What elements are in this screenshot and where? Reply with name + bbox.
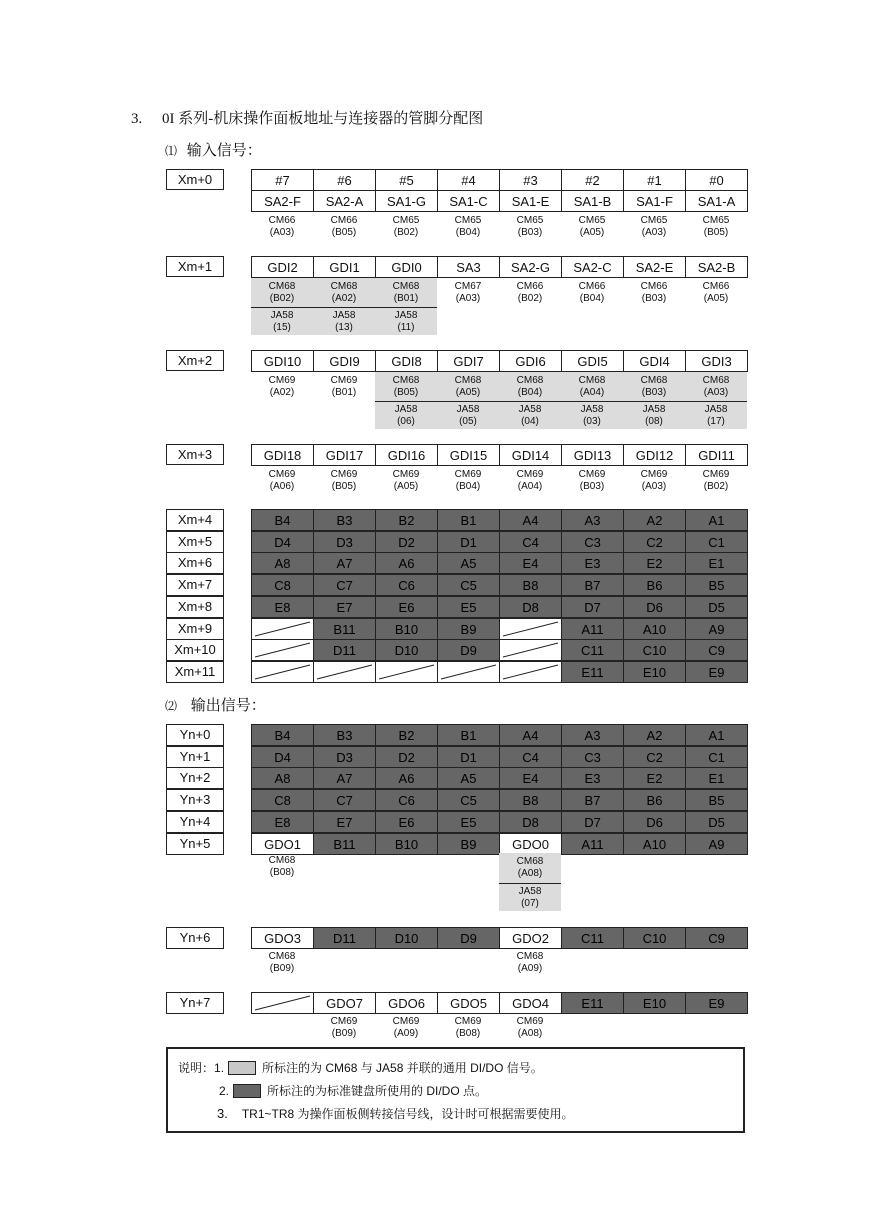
bit-header: #7 (251, 169, 314, 191)
signal-cell: SA2-G (499, 256, 562, 278)
connector-pin-note: CM65 (B04) (454, 214, 482, 238)
bit-header: #3 (499, 169, 562, 191)
keyboard-signal-cell: D11 (313, 639, 376, 661)
keyboard-signal-cell: D6 (623, 811, 686, 833)
ja58-pin-note: JA58 (04) (499, 401, 561, 429)
grey-swatch-icon (228, 1061, 256, 1075)
keyboard-signal-cell: C1 (685, 531, 748, 553)
connector-pin-note: CM69 (A04) (516, 468, 544, 492)
signal-cell: GDI16 (375, 444, 438, 466)
signal-cell: GDI10 (251, 350, 314, 372)
unused-cell (437, 661, 500, 683)
keyboard-signal-cell: B10 (375, 833, 438, 855)
keyboard-signal-cell: E4 (499, 552, 562, 574)
keyboard-signal-cell: C9 (685, 927, 748, 949)
keyboard-signal-cell: B3 (313, 509, 376, 531)
connector-pin-note: CM69 (B09) (330, 1016, 358, 1039)
signal-cell: SA2-C (561, 256, 624, 278)
ja58-pin-note: JA58 (17) (685, 401, 747, 429)
section-heading (131, 107, 483, 128)
keyboard-signal-cell: C6 (375, 574, 438, 596)
keyboard-signal-cell: B9 (437, 618, 500, 640)
keyboard-signal-cell: B4 (251, 509, 314, 531)
keyboard-signal-cell: B1 (437, 724, 500, 746)
unused-cell (375, 661, 438, 683)
address-label: Xm+4 (166, 509, 224, 531)
connector-pin-note: CM68 (B08) (268, 855, 296, 878)
output-heading (165, 694, 266, 715)
keyboard-signal-cell: D7 (561, 811, 624, 833)
keyboard-signal-cell: E9 (685, 661, 748, 683)
connector-pin-note: CM68 (A04) (561, 372, 623, 401)
signal-cell: GDO0 (499, 833, 562, 855)
signal-cell: GDI7 (437, 350, 500, 372)
keyboard-signal-cell: A2 (623, 724, 686, 746)
keyboard-signal-cell: A3 (561, 724, 624, 746)
keyboard-signal-cell: A4 (499, 509, 562, 531)
connector-pin-note: CM69 (B08) (454, 1016, 482, 1039)
connector-pin-note: CM65 (B03) (516, 214, 544, 238)
keyboard-signal-cell: B8 (499, 574, 562, 596)
keyboard-signal-cell: D1 (437, 531, 500, 553)
keyboard-signal-cell: E2 (623, 767, 686, 789)
address-label: Yn+2 (166, 767, 224, 789)
keyboard-signal-cell: B6 (623, 789, 686, 811)
signal-cell: GDO5 (437, 992, 500, 1014)
keyboard-signal-cell: D3 (313, 746, 376, 768)
keyboard-signal-cell: C4 (499, 531, 562, 553)
unused-cell (251, 639, 314, 661)
keyboard-signal-cell: C11 (561, 927, 624, 949)
unused-slash (314, 662, 375, 682)
keyboard-signal-cell: D2 (375, 746, 438, 768)
signal-cell: GDI15 (437, 444, 500, 466)
unused-slash (252, 640, 313, 660)
keyboard-signal-cell: D8 (499, 596, 562, 618)
bit-header: #0 (685, 169, 748, 191)
connector-pin-note: CM69 (A06) (268, 468, 296, 492)
keyboard-signal-cell: B11 (313, 833, 376, 855)
keyboard-signal-cell: E7 (313, 811, 376, 833)
keyboard-signal-cell: D9 (437, 927, 500, 949)
keyboard-signal-cell: A6 (375, 552, 438, 574)
connector-pin-note: CM68 (B03) (623, 372, 685, 401)
unused-slash (252, 662, 313, 682)
address-label: Yn+5 (166, 833, 224, 855)
keyboard-signal-cell: E4 (499, 767, 562, 789)
keyboard-signal-cell: B2 (375, 509, 438, 531)
output-heading-number: ⑵ (165, 699, 178, 713)
keyboard-signal-cell: E5 (437, 811, 500, 833)
bit-header: #5 (375, 169, 438, 191)
unused-slash (438, 662, 499, 682)
keyboard-signal-cell: A1 (685, 509, 748, 531)
signal-cell: GDI17 (313, 444, 376, 466)
keyboard-signal-cell: A11 (561, 833, 624, 855)
connector-pin-note: CM65 (A03) (640, 214, 668, 238)
signal-cell: GDI3 (685, 350, 748, 372)
keyboard-signal-cell: A6 (375, 767, 438, 789)
keyboard-signal-cell: C9 (685, 639, 748, 661)
keyboard-signal-cell: A3 (561, 509, 624, 531)
keyboard-signal-cell: C11 (561, 639, 624, 661)
connector-pin-note: CM69 (A05) (392, 468, 420, 492)
unused-slash (500, 640, 561, 660)
legend-item-text: 所标注的为 CM68 与 JA58 并联的通用 DI/DO 信号。 (262, 1061, 543, 1075)
signal-cell: SA1-F (623, 190, 686, 212)
keyboard-signal-cell: C3 (561, 746, 624, 768)
connector-pin-note: CM69 (B04) (454, 468, 482, 492)
legend-item-number: 2. (219, 1083, 230, 1098)
signal-cell: GDI18 (251, 444, 314, 466)
signal-cell: GDI4 (623, 350, 686, 372)
legend-item-text: TR1~TR8 为操作面板侧转接信号线，设计时可根据需要使用。 (241, 1107, 574, 1121)
signal-cell: GDI14 (499, 444, 562, 466)
keyboard-signal-cell: B5 (685, 574, 748, 596)
ja58-pin-note: JA58 (13) (313, 307, 375, 335)
keyboard-signal-cell: A8 (251, 767, 314, 789)
keyboard-signal-cell: D10 (375, 639, 438, 661)
keyboard-signal-cell: E10 (623, 661, 686, 683)
keyboard-signal-cell: D3 (313, 531, 376, 553)
signal-cell: GDO3 (251, 927, 314, 949)
signal-cell: GDO7 (313, 992, 376, 1014)
legend-item-3 (217, 1105, 574, 1122)
legend-label: 说明： (178, 1061, 215, 1075)
keyboard-signal-cell: B5 (685, 789, 748, 811)
ja58-pin-note: JA58 (07) (499, 883, 561, 911)
connector-pin-note: CM69 (A03) (640, 468, 668, 492)
address-label: Xm+5 (166, 531, 224, 553)
signal-cell: GDI13 (561, 444, 624, 466)
keyboard-signal-cell: B3 (313, 724, 376, 746)
address-label: Yn+6 (166, 927, 224, 949)
keyboard-signal-cell: D6 (623, 596, 686, 618)
input-heading (165, 139, 262, 160)
address-label: Xm+3 (166, 444, 224, 465)
signal-cell: GDO2 (499, 927, 562, 949)
unused-cell (251, 992, 314, 1014)
connector-pin-note: CM66 (A03) (268, 214, 296, 238)
connector-pin-note: CM69 (B03) (578, 468, 606, 492)
keyboard-signal-cell: E3 (561, 552, 624, 574)
legend-box (166, 1047, 745, 1133)
keyboard-signal-cell: C5 (437, 574, 500, 596)
keyboard-signal-cell: D4 (251, 531, 314, 553)
keyboard-signal-cell: A11 (561, 618, 624, 640)
address-label: Xm+8 (166, 596, 224, 618)
keyboard-signal-cell: C10 (623, 927, 686, 949)
address-label: Yn+0 (166, 724, 224, 746)
signal-cell: SA2-F (251, 190, 314, 212)
bit-header: #4 (437, 169, 500, 191)
output-heading-text: 输出信号： (190, 698, 266, 714)
signal-cell: GDI2 (251, 256, 314, 278)
keyboard-signal-cell: E1 (685, 767, 748, 789)
signal-cell: SA1-G (375, 190, 438, 212)
section-number: 3. (131, 111, 143, 127)
keyboard-signal-cell: A4 (499, 724, 562, 746)
connector-pin-note: CM68 (A08) (499, 853, 561, 883)
keyboard-signal-cell: E8 (251, 596, 314, 618)
keyboard-signal-cell: E8 (251, 811, 314, 833)
signal-cell: GDI1 (313, 256, 376, 278)
connector-pin-note: CM65 (A05) (578, 214, 606, 238)
keyboard-signal-cell: B2 (375, 724, 438, 746)
keyboard-signal-cell: A7 (313, 552, 376, 574)
connector-pin-note: CM67 (A03) (454, 280, 482, 304)
keyboard-signal-cell: B1 (437, 509, 500, 531)
keyboard-signal-cell: D10 (375, 927, 438, 949)
unused-cell (499, 639, 562, 661)
legend-item-text: 所标注的为标准键盘所使用的 DI/DO 点。 (267, 1084, 488, 1098)
signal-cell: GDI9 (313, 350, 376, 372)
keyboard-signal-cell: C10 (623, 639, 686, 661)
unused-slash (252, 993, 313, 1013)
unused-cell (313, 661, 376, 683)
keyboard-signal-cell: E3 (561, 767, 624, 789)
address-label: Xm+11 (166, 661, 224, 683)
keyboard-signal-cell: E7 (313, 596, 376, 618)
connector-pin-note: CM68 (A09) (516, 951, 544, 974)
signal-cell: SA1-C (437, 190, 500, 212)
keyboard-signal-cell: A5 (437, 552, 500, 574)
signal-cell: SA1-B (561, 190, 624, 212)
keyboard-signal-cell: E11 (561, 992, 624, 1014)
keyboard-signal-cell: B8 (499, 789, 562, 811)
address-label: Yn+4 (166, 811, 224, 833)
signal-cell: GDI0 (375, 256, 438, 278)
keyboard-signal-cell: B7 (561, 789, 624, 811)
input-heading-number: ⑴ (165, 144, 178, 158)
connector-pin-note: CM68 (A03) (685, 372, 747, 401)
connector-pin-note: CM69 (B02) (702, 468, 730, 492)
signal-cell: SA1-A (685, 190, 748, 212)
connector-pin-note: CM68 (B01) (375, 278, 437, 307)
ja58-pin-note: JA58 (06) (375, 401, 437, 429)
keyboard-signal-cell: C2 (623, 531, 686, 553)
keyboard-signal-cell: E9 (685, 992, 748, 1014)
address-label: Xm+7 (166, 574, 224, 596)
bit-header: #1 (623, 169, 686, 191)
input-heading-text: 输入信号： (186, 143, 262, 159)
unused-slash (376, 662, 437, 682)
keyboard-signal-cell: B10 (375, 618, 438, 640)
connector-pin-note: CM68 (B05) (375, 372, 437, 401)
keyboard-signal-cell: E6 (375, 811, 438, 833)
connector-pin-note: CM66 (A05) (702, 280, 730, 304)
bit-header: #6 (313, 169, 376, 191)
connector-pin-note: CM65 (B02) (392, 214, 420, 238)
address-label: Xm+6 (166, 552, 224, 574)
keyboard-signal-cell: B9 (437, 833, 500, 855)
unused-slash (252, 619, 313, 639)
connector-pin-note: CM69 (B05) (330, 468, 358, 492)
connector-pin-note: CM68 (B09) (268, 951, 296, 974)
keyboard-signal-cell: D7 (561, 596, 624, 618)
keyboard-signal-cell: D2 (375, 531, 438, 553)
unused-slash (500, 619, 561, 639)
signal-cell: GDO4 (499, 992, 562, 1014)
address-label: Yn+7 (166, 992, 224, 1014)
signal-cell: SA1-E (499, 190, 562, 212)
connector-pin-note: CM65 (B05) (702, 214, 730, 238)
connector-pin-note: CM68 (B02) (251, 278, 313, 307)
connector-pin-note: CM68 (A02) (313, 278, 375, 307)
keyboard-signal-cell: C3 (561, 531, 624, 553)
signal-cell: GDI6 (499, 350, 562, 372)
connector-pin-note: CM66 (B04) (578, 280, 606, 304)
signal-cell: SA2-A (313, 190, 376, 212)
keyboard-signal-cell: A7 (313, 767, 376, 789)
connector-pin-note: CM66 (B05) (330, 214, 358, 238)
address-label: Xm+2 (166, 350, 224, 371)
keyboard-signal-cell: D5 (685, 811, 748, 833)
signal-cell: GDI12 (623, 444, 686, 466)
keyboard-signal-cell: A2 (623, 509, 686, 531)
keyboard-signal-cell: D1 (437, 746, 500, 768)
keyboard-signal-cell: E1 (685, 552, 748, 574)
signal-cell: GDI8 (375, 350, 438, 372)
address-label: Xm+9 (166, 618, 224, 640)
keyboard-signal-cell: A9 (685, 833, 748, 855)
keyboard-signal-cell: D9 (437, 639, 500, 661)
keyboard-signal-cell: E10 (623, 992, 686, 1014)
keyboard-signal-cell: A9 (685, 618, 748, 640)
keyboard-signal-cell: A10 (623, 618, 686, 640)
keyboard-signal-cell: C4 (499, 746, 562, 768)
ja58-pin-note: JA58 (11) (375, 307, 437, 335)
keyboard-signal-cell: C2 (623, 746, 686, 768)
signal-cell: GDI5 (561, 350, 624, 372)
keyboard-signal-cell: C7 (313, 574, 376, 596)
keyboard-signal-cell: C5 (437, 789, 500, 811)
section-title: 0I 系列-机床操作面板地址与连接器的管脚分配图 (162, 111, 484, 127)
keyboard-signal-cell: A1 (685, 724, 748, 746)
connector-pin-note: CM68 (B04) (499, 372, 561, 401)
unused-cell (499, 618, 562, 640)
signal-cell: SA3 (437, 256, 500, 278)
connector-pin-note: CM69 (A02) (268, 374, 296, 398)
keyboard-signal-cell: A10 (623, 833, 686, 855)
ja58-pin-note: JA58 (15) (251, 307, 313, 335)
unused-slash (500, 662, 561, 682)
ja58-pin-note: JA58 (03) (561, 401, 623, 429)
keyboard-signal-cell: D5 (685, 596, 748, 618)
connector-pin-note: CM66 (B02) (516, 280, 544, 304)
keyboard-signal-cell: A8 (251, 552, 314, 574)
keyboard-signal-cell: B7 (561, 574, 624, 596)
connector-pin-note: CM69 (B01) (330, 374, 358, 398)
legend-item-1 (178, 1059, 543, 1076)
legend-item-2 (219, 1082, 487, 1099)
address-label: Xm+1 (166, 256, 224, 277)
legend-item-number: 1. (214, 1060, 225, 1075)
unused-cell (499, 661, 562, 683)
address-label: Xm+10 (166, 639, 224, 661)
unused-cell (251, 618, 314, 640)
signal-cell: GDO1 (251, 833, 314, 855)
keyboard-signal-cell: D4 (251, 746, 314, 768)
signal-cell: SA2-E (623, 256, 686, 278)
keyboard-signal-cell: B6 (623, 574, 686, 596)
keyboard-signal-cell: E5 (437, 596, 500, 618)
bit-header: #2 (561, 169, 624, 191)
keyboard-signal-cell: A5 (437, 767, 500, 789)
ja58-pin-note: JA58 (05) (437, 401, 499, 429)
dark-swatch-icon (233, 1084, 261, 1098)
connector-pin-note: CM69 (A09) (392, 1016, 420, 1039)
connector-pin-note: CM66 (B03) (640, 280, 668, 304)
unused-cell (251, 661, 314, 683)
keyboard-signal-cell: D11 (313, 927, 376, 949)
keyboard-signal-cell: B11 (313, 618, 376, 640)
keyboard-signal-cell: E2 (623, 552, 686, 574)
keyboard-signal-cell: E6 (375, 596, 438, 618)
keyboard-signal-cell: E11 (561, 661, 624, 683)
legend-item-number: 3. (217, 1106, 228, 1121)
keyboard-signal-cell: C8 (251, 789, 314, 811)
keyboard-signal-cell: C8 (251, 574, 314, 596)
keyboard-signal-cell: D8 (499, 811, 562, 833)
keyboard-signal-cell: C6 (375, 789, 438, 811)
connector-pin-note: CM68 (A05) (437, 372, 499, 401)
connector-pin-note: CM69 (A08) (516, 1016, 544, 1039)
signal-cell: GDI11 (685, 444, 748, 466)
keyboard-signal-cell: C1 (685, 746, 748, 768)
signal-cell: GDO6 (375, 992, 438, 1014)
address-label: Yn+3 (166, 789, 224, 811)
keyboard-signal-cell: B4 (251, 724, 314, 746)
keyboard-signal-cell: C7 (313, 789, 376, 811)
address-label: Yn+1 (166, 746, 224, 768)
signal-cell: SA2-B (685, 256, 748, 278)
ja58-pin-note: JA58 (08) (623, 401, 685, 429)
address-label: Xm+0 (166, 169, 224, 190)
